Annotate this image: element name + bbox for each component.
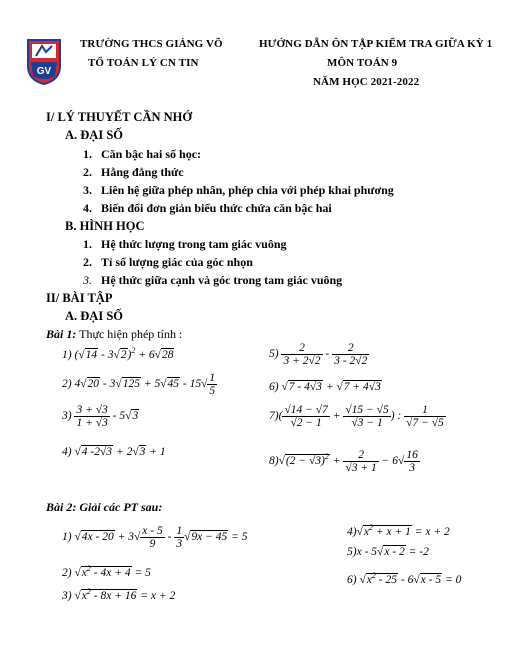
section-theory-heading: I/ LÝ THUYẾT CẦN NHỚ: [46, 110, 193, 124]
bai2-eq-4: $4)√x^2 + x + 1 = x + 2$: [347, 523, 450, 538]
bai1-expr-6: 6) √7 - 4√3 + √7 + 4√3: [269, 381, 381, 393]
theory-algebra-item: 3. Liên hệ giữa phép nhân, phép chia với phép khai phương: [83, 183, 394, 197]
theory-algebra-item: 2. Hằng đẳng thức: [83, 165, 184, 179]
svg-text:GV: GV: [36, 66, 52, 77]
bai2-eq-3: 3) $√x^2 - 8x + 16 = x + 2$: [62, 587, 176, 602]
bai1-expr-2: 2) 4√20 - 3√125 + 5√45 - 15√ $\frac{1}{5}$: [62, 372, 216, 397]
bai1-expr-4: 4) √4 -2√3 + 2√3 + 1: [62, 446, 166, 458]
subject-name: MÔN TOÁN 9: [327, 57, 398, 69]
theory-geometry-item: 1. Hệ thức lượng trong tam giác vuông: [83, 237, 287, 251]
bai2-eq-1: 1) √4x - 20 + 3√ $\frac{x - 5}{9}$ - $\frac{1}{3}$ √9x − 45 = 5: [62, 525, 248, 550]
theory-geometry-item: 3. Hệ thức giữa cạnh và góc trong tam giác vuông: [83, 273, 343, 287]
theory-algebra-item: 1. Căn bậc hai số học:: [83, 147, 202, 161]
bai1-expr-1: 1) (√14 - 3√2)$^2$ + 6√28: [62, 346, 174, 361]
school-logo: [22, 36, 66, 86]
school-name: TRƯỜNG THCS GIẢNG VÕ: [80, 38, 223, 50]
bai1-expr-8: $8)√(2 - √3)^2$ + $\frac{2}{√3 + 1}$ − 6√ $\frac{16}{3}$: [269, 449, 418, 474]
bai2-prompt: Bài 2: Giải các PT sau:: [46, 500, 163, 514]
department-name: TỔ TOÁN LÝ CN TIN: [88, 57, 199, 69]
bai1-expr-5: 5) $\frac{2}{3 + 2√2}$ - $\frac{2}{3 - 2√2}$: [269, 342, 368, 367]
bai1-expr-7: 7)( $\frac{√14 - √7}{√2 - 1}$ + $\frac{√15 - √5}{√3 - 1}$ ) : $\frac{1}{√7 - √5}$: [269, 404, 444, 429]
exercises-algebra-heading: A. ĐẠI SỐ: [65, 309, 123, 323]
document-title: HƯỚNG DẪN ÔN TẬP KIỂM TRA GIỮA KỲ 1: [259, 38, 493, 50]
bai2-eq-5: 5)x - 5√x - 2 = -2: [347, 546, 429, 558]
bai2-eq-2: 2) $√x^2 - 4x + 4 = 5$: [62, 564, 151, 579]
section-exercises-heading: II/ BÀI TẬP: [46, 291, 113, 305]
school-year: NĂM HỌC 2021-2022: [313, 76, 420, 88]
bai1-prompt: Bài 1: Thực hiện phép tính :: [46, 327, 183, 341]
theory-algebra-heading: A. ĐẠI SỐ: [65, 128, 123, 142]
theory-geometry-item: 2. Tỉ số lượng giác của góc nhọn: [83, 255, 253, 269]
theory-algebra-item: 4. Biến đổi đơn giản biểu thức chứa căn bậc hai: [83, 201, 332, 215]
theory-geometry-heading: B. HÌNH HỌC: [65, 219, 145, 233]
bai2-eq-6: 6) $√x^2 - 25 - 6√x - 5 = 0$: [347, 571, 462, 586]
bai1-expr-3: 3) $\frac{3 + √3}{1 + √3}$ - 5√3: [62, 404, 139, 429]
